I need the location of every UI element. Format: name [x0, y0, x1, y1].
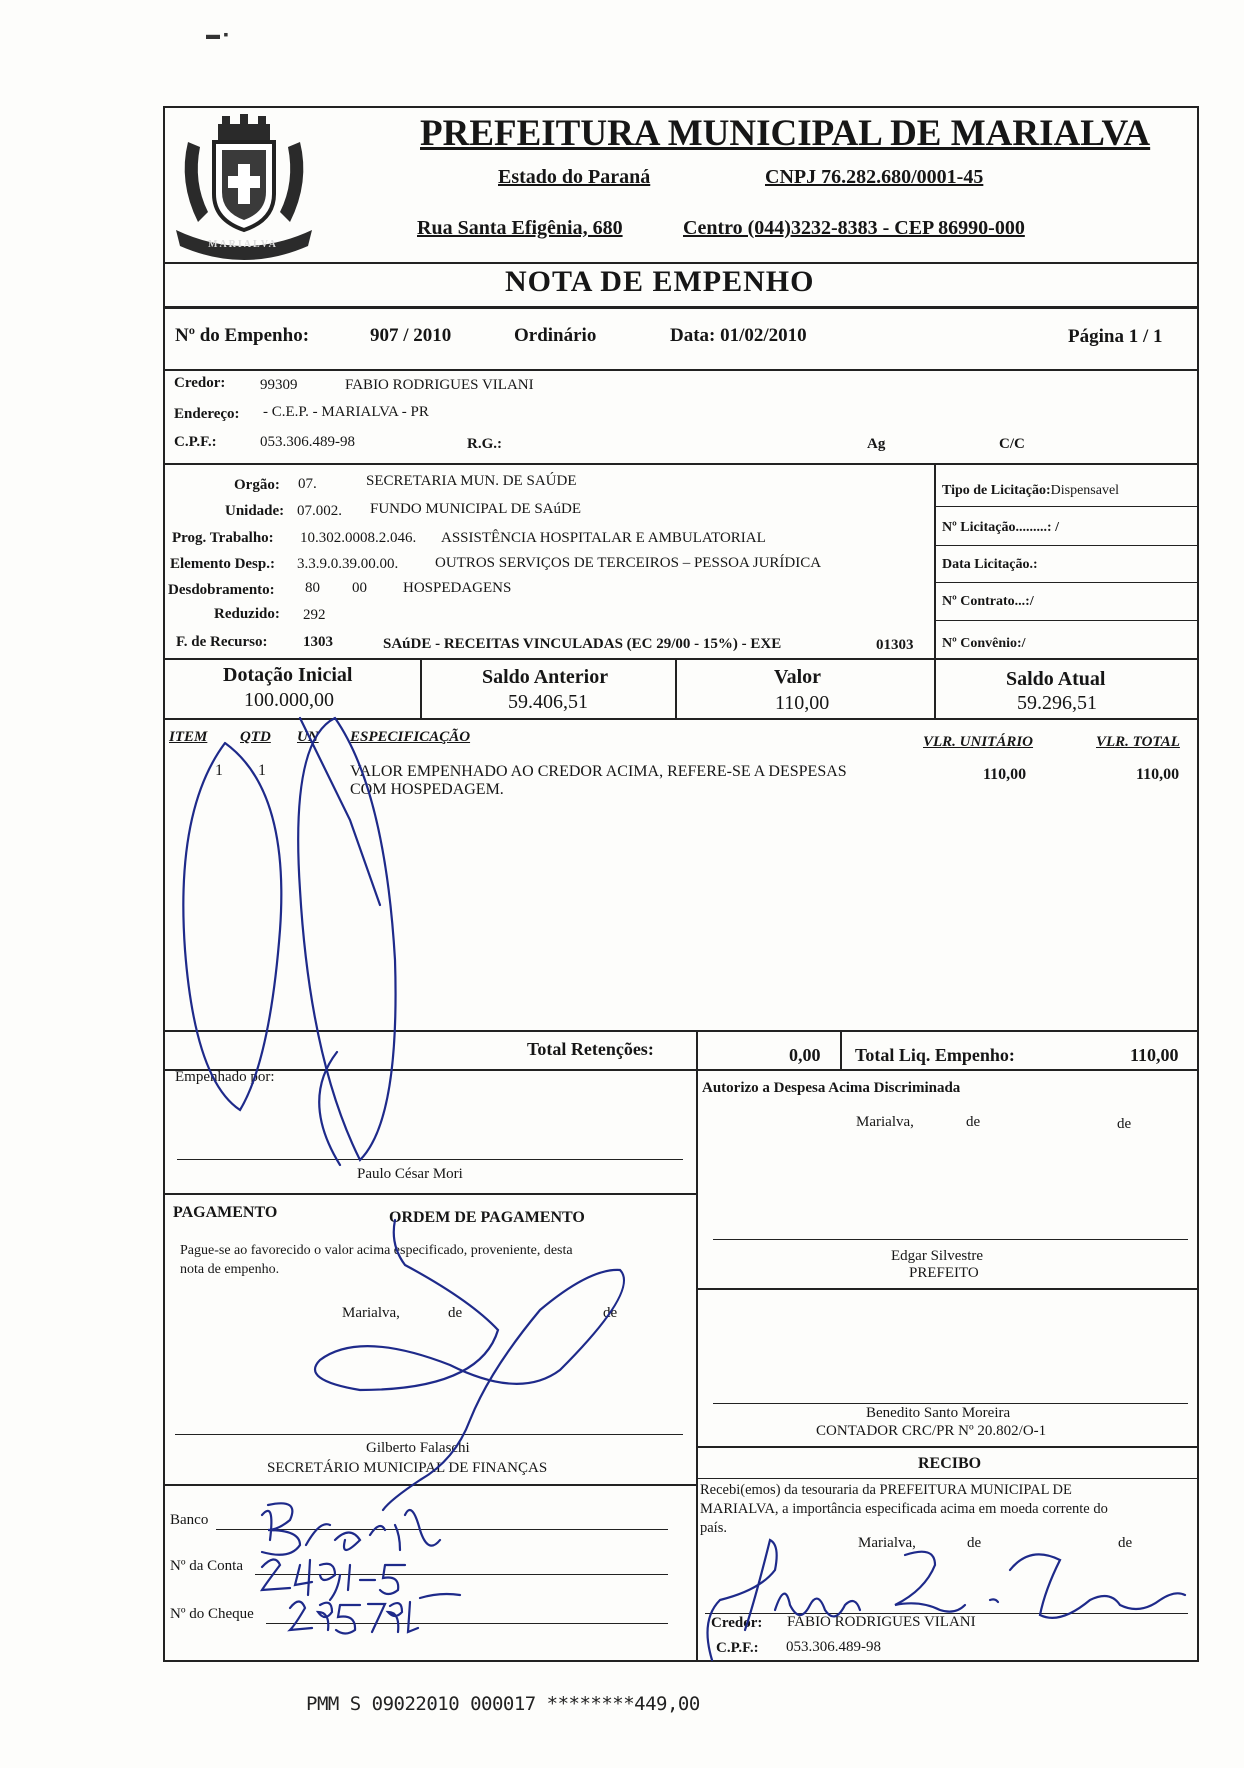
contador-role: CONTADOR CRC/PR Nº 20.802/O-1 [816, 1423, 1047, 1439]
desdobramento-name: HOSPEDAGENS [403, 580, 512, 596]
pagamento-de1: de [448, 1305, 463, 1321]
prog-label: Prog. Trabalho: [172, 530, 274, 546]
col-especificacao: ESPECIFICAÇÃO [350, 729, 471, 745]
orgao-code: 07. [298, 476, 317, 492]
autorizo-signer-role: PREFEITO [909, 1265, 979, 1281]
reduzido-value: 292 [303, 607, 326, 623]
desdobramento-label: Desdobramento: [168, 582, 275, 598]
divider [934, 506, 1197, 507]
conta-label: Nº da Conta [170, 1558, 243, 1574]
divider [163, 1030, 1197, 1032]
divider [163, 463, 1197, 465]
divider [163, 262, 1197, 264]
cpf-value: 053.306.489-98 [260, 434, 355, 450]
elemento-label: Elemento Desp.: [170, 556, 275, 572]
reduzido-label: Reduzido: [214, 606, 280, 622]
divider [934, 582, 1197, 583]
valor-value: 110,00 [775, 692, 830, 714]
recurso-label: F. de Recurso: [176, 634, 268, 650]
pagamento-signer-role: SECRETÁRIO MUNICIPAL DE FINANÇAS [267, 1460, 548, 1476]
recibo-credor-name: FABIO RODRIGUES VILANI [787, 1614, 976, 1630]
retencoes-label: Total Retenções: [527, 1039, 654, 1059]
endereco-label: Endereço: [174, 406, 240, 422]
prog-name: ASSISTÊNCIA HOSPITALAR E AMBULATORIAL [441, 530, 766, 546]
recibo-city: Marialva, [858, 1535, 916, 1551]
liquido-label: Total Liq. Empenho: [855, 1045, 1015, 1065]
autorizo-city: Marialva, [856, 1114, 914, 1130]
autorizo-signer-name: Edgar Silvestre [891, 1248, 984, 1264]
item-unitario: 110,00 [983, 766, 1027, 783]
header-state: Estado do Paraná [498, 166, 651, 188]
divider [934, 463, 936, 658]
col-qtd: QTD [240, 729, 271, 745]
signature-line [177, 1159, 683, 1160]
licitacao-tipo-label: Tipo de Licitação:Dispensavel [942, 483, 1120, 498]
footer-code: PMM S 09022010 000017 ********449,00 [306, 1693, 700, 1715]
cheque-line [266, 1623, 668, 1624]
dotacao-label: Dotação Inicial [223, 664, 353, 686]
licitacao-convenio: Nº Convênio:/ [942, 636, 1026, 651]
unidade-code: 07.002. [297, 503, 342, 519]
licitacao-contrato: Nº Contrato...:/ [942, 594, 1034, 609]
col-un: UN [297, 729, 319, 745]
header-address: Rua Santa Efigênia, 680 [417, 217, 623, 239]
divider [420, 658, 422, 718]
contador-name: Benedito Santo Moreira [866, 1405, 1011, 1421]
recibo-cpf-value: 053.306.489-98 [786, 1639, 881, 1655]
licitacao-numero: Nº Licitação.........: / [942, 520, 1059, 535]
header-title: PREFEITURA MUNICIPAL DE MARIALVA [420, 113, 1151, 154]
divider [934, 620, 1197, 621]
signature-line [713, 1403, 1188, 1404]
unidade-label: Unidade: [225, 503, 285, 519]
pagamento-de2: de [603, 1305, 618, 1321]
pagamento-text-1: Pague-se ao favorecido o valor acima especificado, proveniente, desta [180, 1243, 573, 1258]
saldo-atual-label: Saldo Atual [1006, 668, 1106, 690]
pagamento-text-2: nota de empenho. [180, 1262, 280, 1277]
credor-label: Credor: [174, 375, 226, 391]
recurso-name: SAúDE - RECEITAS VINCULADAS (EC 29/00 - 15%) - EXE [383, 636, 782, 652]
banco-label: Banco [170, 1512, 209, 1528]
empenho-number: 907 / 2010 [370, 325, 452, 346]
cpf-label: C.P.F.: [174, 434, 217, 450]
divider [696, 1446, 1197, 1448]
retencoes-value: 0,00 [789, 1045, 821, 1065]
divider [163, 1069, 1197, 1071]
divider [840, 1030, 842, 1070]
unidade-name: FUNDO MUNICIPAL DE SAúDE [370, 501, 581, 517]
divider [163, 369, 1197, 371]
header-cnpj: CNPJ 76.282.680/0001-45 [765, 166, 984, 188]
recurso-code2: 01303 [876, 637, 914, 653]
recibo-de2: de [1118, 1535, 1133, 1551]
item-desc-2: COM HOSPEDAGEM. [350, 781, 504, 798]
divider [934, 658, 936, 718]
autorizo-label: Autorizo a Despesa Acima Discriminada [702, 1080, 961, 1096]
valor-label: Valor [774, 666, 822, 688]
item-number: 1 [215, 762, 223, 779]
divider [163, 1484, 696, 1486]
recibo-text-3: país. [700, 1520, 727, 1536]
banco-line [216, 1529, 668, 1530]
divider [934, 545, 1197, 546]
pagamento-label: PAGAMENTO [173, 1204, 278, 1221]
ag-label: Ag [867, 436, 886, 452]
orgao-label: Orgão: [234, 477, 280, 493]
page-number: Página 1 / 1 [1068, 326, 1163, 347]
elemento-code: 3.3.9.0.39.00.00. [297, 556, 399, 572]
signature-line [713, 1239, 1188, 1240]
saldo-anterior-label: Saldo Anterior [482, 666, 609, 688]
rg-label: R.G.: [467, 436, 502, 452]
desdobramento-b: 00 [352, 580, 367, 596]
recibo-credor-label: Credor: [711, 1615, 763, 1631]
divider [696, 1478, 1197, 1479]
divider [675, 658, 677, 718]
divider [163, 718, 1197, 720]
empenhado-label: Empenhado por: [175, 1069, 275, 1085]
item-qtd: 1 [258, 762, 266, 779]
orgao-name: SECRETARIA MUN. DE SAÚDE [366, 473, 577, 489]
autorizo-de2: de [1117, 1116, 1132, 1132]
item-desc-1: VALOR EMPENHADO AO CREDOR ACIMA, REFERE-SE A DESPESAS [350, 763, 847, 780]
credor-name: FABIO RODRIGUES VILANI [345, 377, 534, 393]
col-total: VLR. TOTAL [1096, 734, 1180, 750]
scan-mark: ▬ ▪ [206, 28, 229, 43]
desdobramento-a: 80 [305, 580, 320, 596]
cc-label: C/C [999, 436, 1025, 452]
autorizo-de1: de [966, 1114, 981, 1130]
signature-line [175, 1434, 683, 1435]
elemento-name: OUTROS SERVIÇOS DE TERCEIROS – PESSOA JURÍDICA [435, 555, 822, 571]
recibo-cpf-label: C.P.F.: [716, 1640, 759, 1656]
divider [696, 1030, 698, 1070]
empenho-type: Ordinário [514, 325, 597, 346]
item-total: 110,00 [1136, 766, 1180, 783]
saldo-anterior-value: 59.406,51 [508, 691, 588, 713]
divider [163, 658, 1197, 660]
divider [163, 306, 1197, 309]
empenho-label: Nº do Empenho: [175, 325, 310, 346]
doc-title: NOTA DE EMPENHO [505, 265, 815, 298]
divider [696, 1069, 698, 1660]
col-unitario: VLR. UNITÁRIO [923, 734, 1034, 750]
pagamento-signer-name: Gilberto Falaschi [366, 1440, 470, 1456]
recibo-text-1: Recebi(emos) da tesouraria da PREFEITURA MUNICIPAL DE [700, 1482, 1072, 1498]
saldo-atual-value: 59.296,51 [1017, 692, 1097, 714]
conta-line [255, 1574, 668, 1575]
empenho-date: Data: 01/02/2010 [670, 325, 807, 346]
liquido-value: 110,00 [1130, 1045, 1179, 1065]
ordem-label: ORDEM DE PAGAMENTO [389, 1209, 585, 1226]
col-item: ITEM [169, 729, 208, 745]
pagamento-city: Marialva, [342, 1305, 400, 1321]
empenhado-signer: Paulo César Mori [357, 1166, 463, 1182]
endereco-value: - C.E.P. - MARIALVA - PR [263, 404, 429, 420]
dotacao-value: 100.000,00 [244, 689, 334, 711]
credor-code: 99309 [260, 377, 298, 393]
divider [163, 1193, 696, 1195]
recibo-title: RECIBO [918, 1455, 982, 1472]
prog-code: 10.302.0008.2.046. [300, 530, 417, 546]
licitacao-data: Data Licitação.: [942, 557, 1038, 572]
divider [696, 1288, 1197, 1290]
header-contact: Centro (044)3232-8383 - CEP 86990-000 [683, 217, 1025, 239]
recurso-code: 1303 [303, 634, 333, 650]
cheque-label: Nº do Cheque [170, 1606, 254, 1622]
recibo-de1: de [967, 1535, 982, 1551]
recibo-text-2: MARIALVA, a importância especificada acima em moeda corrente do [700, 1501, 1108, 1517]
crest-label: MARIALVA [208, 239, 278, 250]
